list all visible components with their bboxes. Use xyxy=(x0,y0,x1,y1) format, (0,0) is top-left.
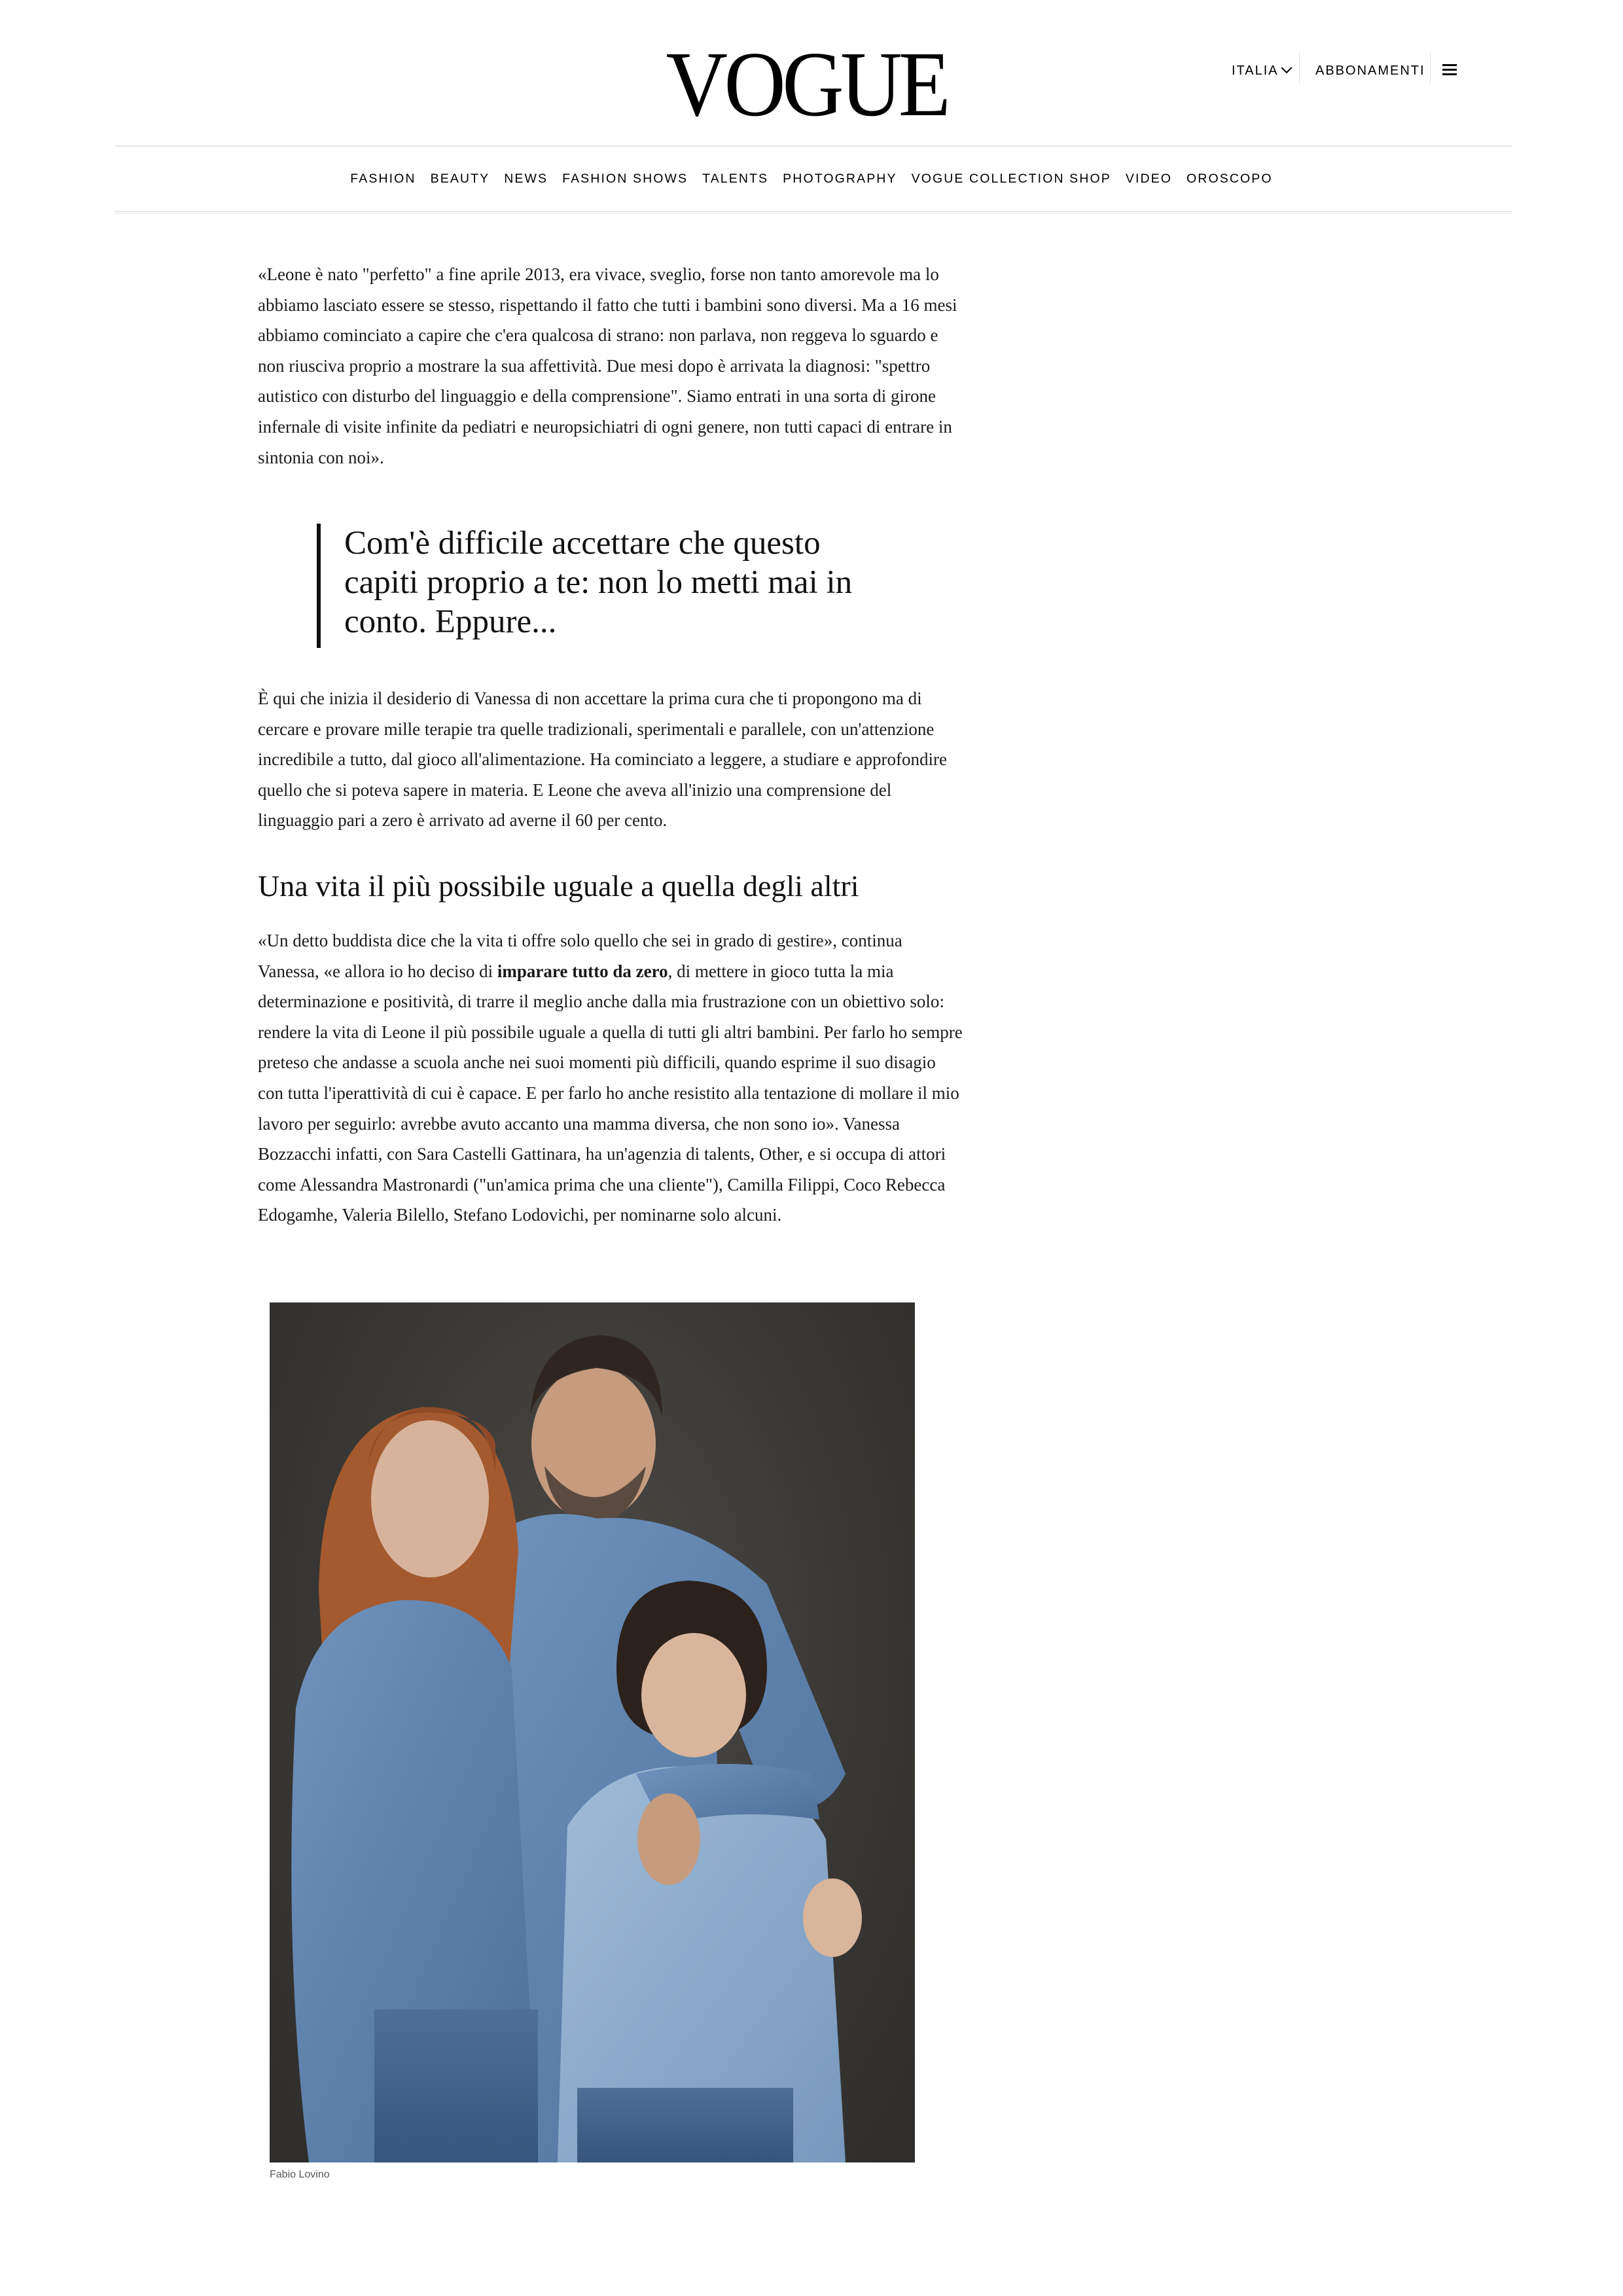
nav-talents[interactable]: TALENTS xyxy=(702,171,769,186)
main-nav xyxy=(0,147,1623,211)
divider xyxy=(1299,52,1300,84)
pull-quote xyxy=(317,524,880,648)
region-selector[interactable] xyxy=(1232,58,1291,84)
divider xyxy=(1430,52,1431,84)
pull-quote-text: Com'è difficile accettare che questo capiti proprio a te: non lo metti mai in conto. Eppure... xyxy=(344,525,853,640)
article-photo[interactable] xyxy=(270,1302,915,2162)
nav-photography[interactable]: PHOTOGRAPHY xyxy=(783,171,897,186)
article-paragraph: «Leone è nato "perfetto" a fine aprile 2013, era vivace, sveglio, forse non tanto amorevole ma lo abbiamo lasciato essere se stesso, rispettando il fatto che tutti i bambini sono diversi. Ma a 16 mesi abbiamo cominciato a capire che c'era qualcosa di strano: non parlava, non reggeva lo sguardo e non riusciva proprio a mostrare la sua affettività. Due mesi dopo è arrivata la diagnosi: "spettro autistico con disturbo del linguaggio e della comprensione". Siamo entrati in una sorta di girone infernale di visite infinite da pediatri e neuropsichiatri di ogni genere, non tutti capaci di entrare in sintonia con noi». xyxy=(258,264,957,467)
nav-news[interactable]: NEWS xyxy=(504,171,548,186)
nav-divider-shadow xyxy=(115,213,1512,214)
paragraph-text: , di mettere in gioco tutta la mia determinazione e positività, di trarre il meglio anche dalla mia frustrazione con un obiettivo solo: rendere la vita di Leone il più possibile uguale a quella di tutti gli altri bambini. Per farlo ho sempre preteso che andasse a scuola anche nei suoi momenti più difficili, quando esprime il suo disagio con tutta l'iperattività di cui è capace. E per farlo ho anche resistito alla tentazione di mollare il mio lavoro per seguirlo: avrebbe avuto accanto una mamma diversa, che non sono io». Vanessa Bozzacchi infatti, con Sara Castelli Gattinara, ha un'agenzia di talents, Other, e si occupa di attori come Alessandra Mastronardi ("un'amica prima che una cliente"), Camilla Filippi, Coco Rebecca Edogamhe, Valeria Bilello, Stefano Lodovichi, per nominarne solo alcuni. xyxy=(258,961,963,1225)
family-portrait-illustration xyxy=(270,1302,915,2162)
paragraph-text: «Un detto buddista dice che la vita ti offre solo quello che sei in grado di gestire», continua Vanessa, «e allora io ho deciso di xyxy=(258,931,902,981)
hamburger-menu-icon[interactable] xyxy=(1442,64,1457,76)
nav-fashion-shows[interactable]: FASHION SHOWS xyxy=(562,171,688,186)
article-paragraph xyxy=(258,925,965,1230)
quote-bar xyxy=(317,524,321,648)
bold-emphasis: imparare tutto da zero xyxy=(497,961,668,981)
nav-video[interactable]: VIDEO xyxy=(1125,171,1173,186)
section-heading: Una vita il più possibile uguale a quella degli altri xyxy=(258,869,859,903)
subscriptions-link[interactable]: ABBONAMENTI xyxy=(1315,63,1425,78)
chevron-down-icon xyxy=(1281,62,1292,73)
photo-credit: Fabio Lovino xyxy=(270,2169,330,2180)
article-paragraph: È qui che inizia il desiderio di Vanessa di non accettare la prima cura che ti propongono ma di cercare e provare mille terapie tra quelle tradizionali, sperimentali e parallele, con un'attenzione incredibile a tutto, dal gioco all'alimentazione. Ha cominciato a leggere, a studiare e approfondire quello che si poteva sapere in materia. E Leone che aveva all'inizio una comprensione del linguaggio pari a zero è arrivato ad averne il 60 per cento. xyxy=(258,689,947,831)
nav-vogue-collection-shop[interactable]: VOGUE COLLECTION SHOP xyxy=(911,171,1111,186)
vogue-logo[interactable]: VOGUE xyxy=(666,32,948,135)
nav-beauty[interactable]: BEAUTY xyxy=(430,171,490,186)
nav-fashion[interactable]: FASHION xyxy=(350,171,416,186)
masthead xyxy=(0,0,1623,147)
nav-divider xyxy=(115,211,1512,212)
nav-oroscopo[interactable]: OROSCOPO xyxy=(1186,171,1273,186)
region-label: ITALIA xyxy=(1232,63,1279,78)
